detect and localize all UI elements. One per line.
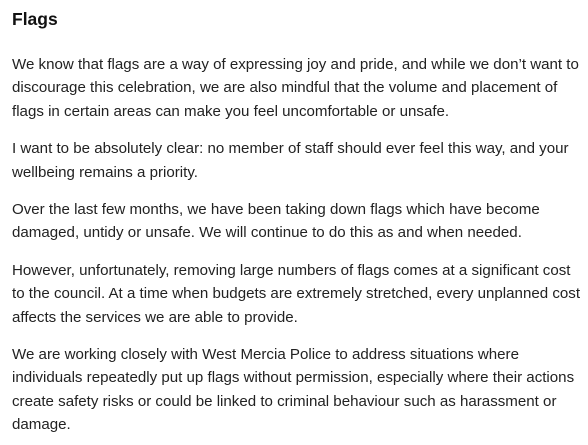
- paragraph-flag-removal: Over the last few months, we have been taking down flags which have become damaged, untidy or unsafe. We will continue to do this as and when needed.: [12, 201, 540, 242]
- paragraph-staff-wellbeing: I want to be absolutely clear: no member of staff should ever feel this way, and your wellbeing remains a priority.: [12, 140, 569, 181]
- paragraph-police: We are working closely with West Mercia Police to address situations where individuals repeatedly put up flags without permission, especially where their actions create safety risks or could be linked to criminal behaviour such as harassment or damage.: [12, 346, 575, 434]
- paragraph-intro: We know that flags are a way of expressing joy and pride, and while we don’t want to discourage this celebration, we are also mindful that the volume and placement of flags in certain areas can make you feel uncomfortable or unsafe.: [12, 56, 579, 120]
- paragraph-cost: However, unfortunately, removing large numbers of flags comes at a significant cost to the council. At a time when budgets are extremely stretched, every unplanned cost affects the services we are able to provide.: [12, 261, 581, 326]
- section-heading: Flags: [12, 9, 58, 29]
- article: [12, 0, 584, 437]
